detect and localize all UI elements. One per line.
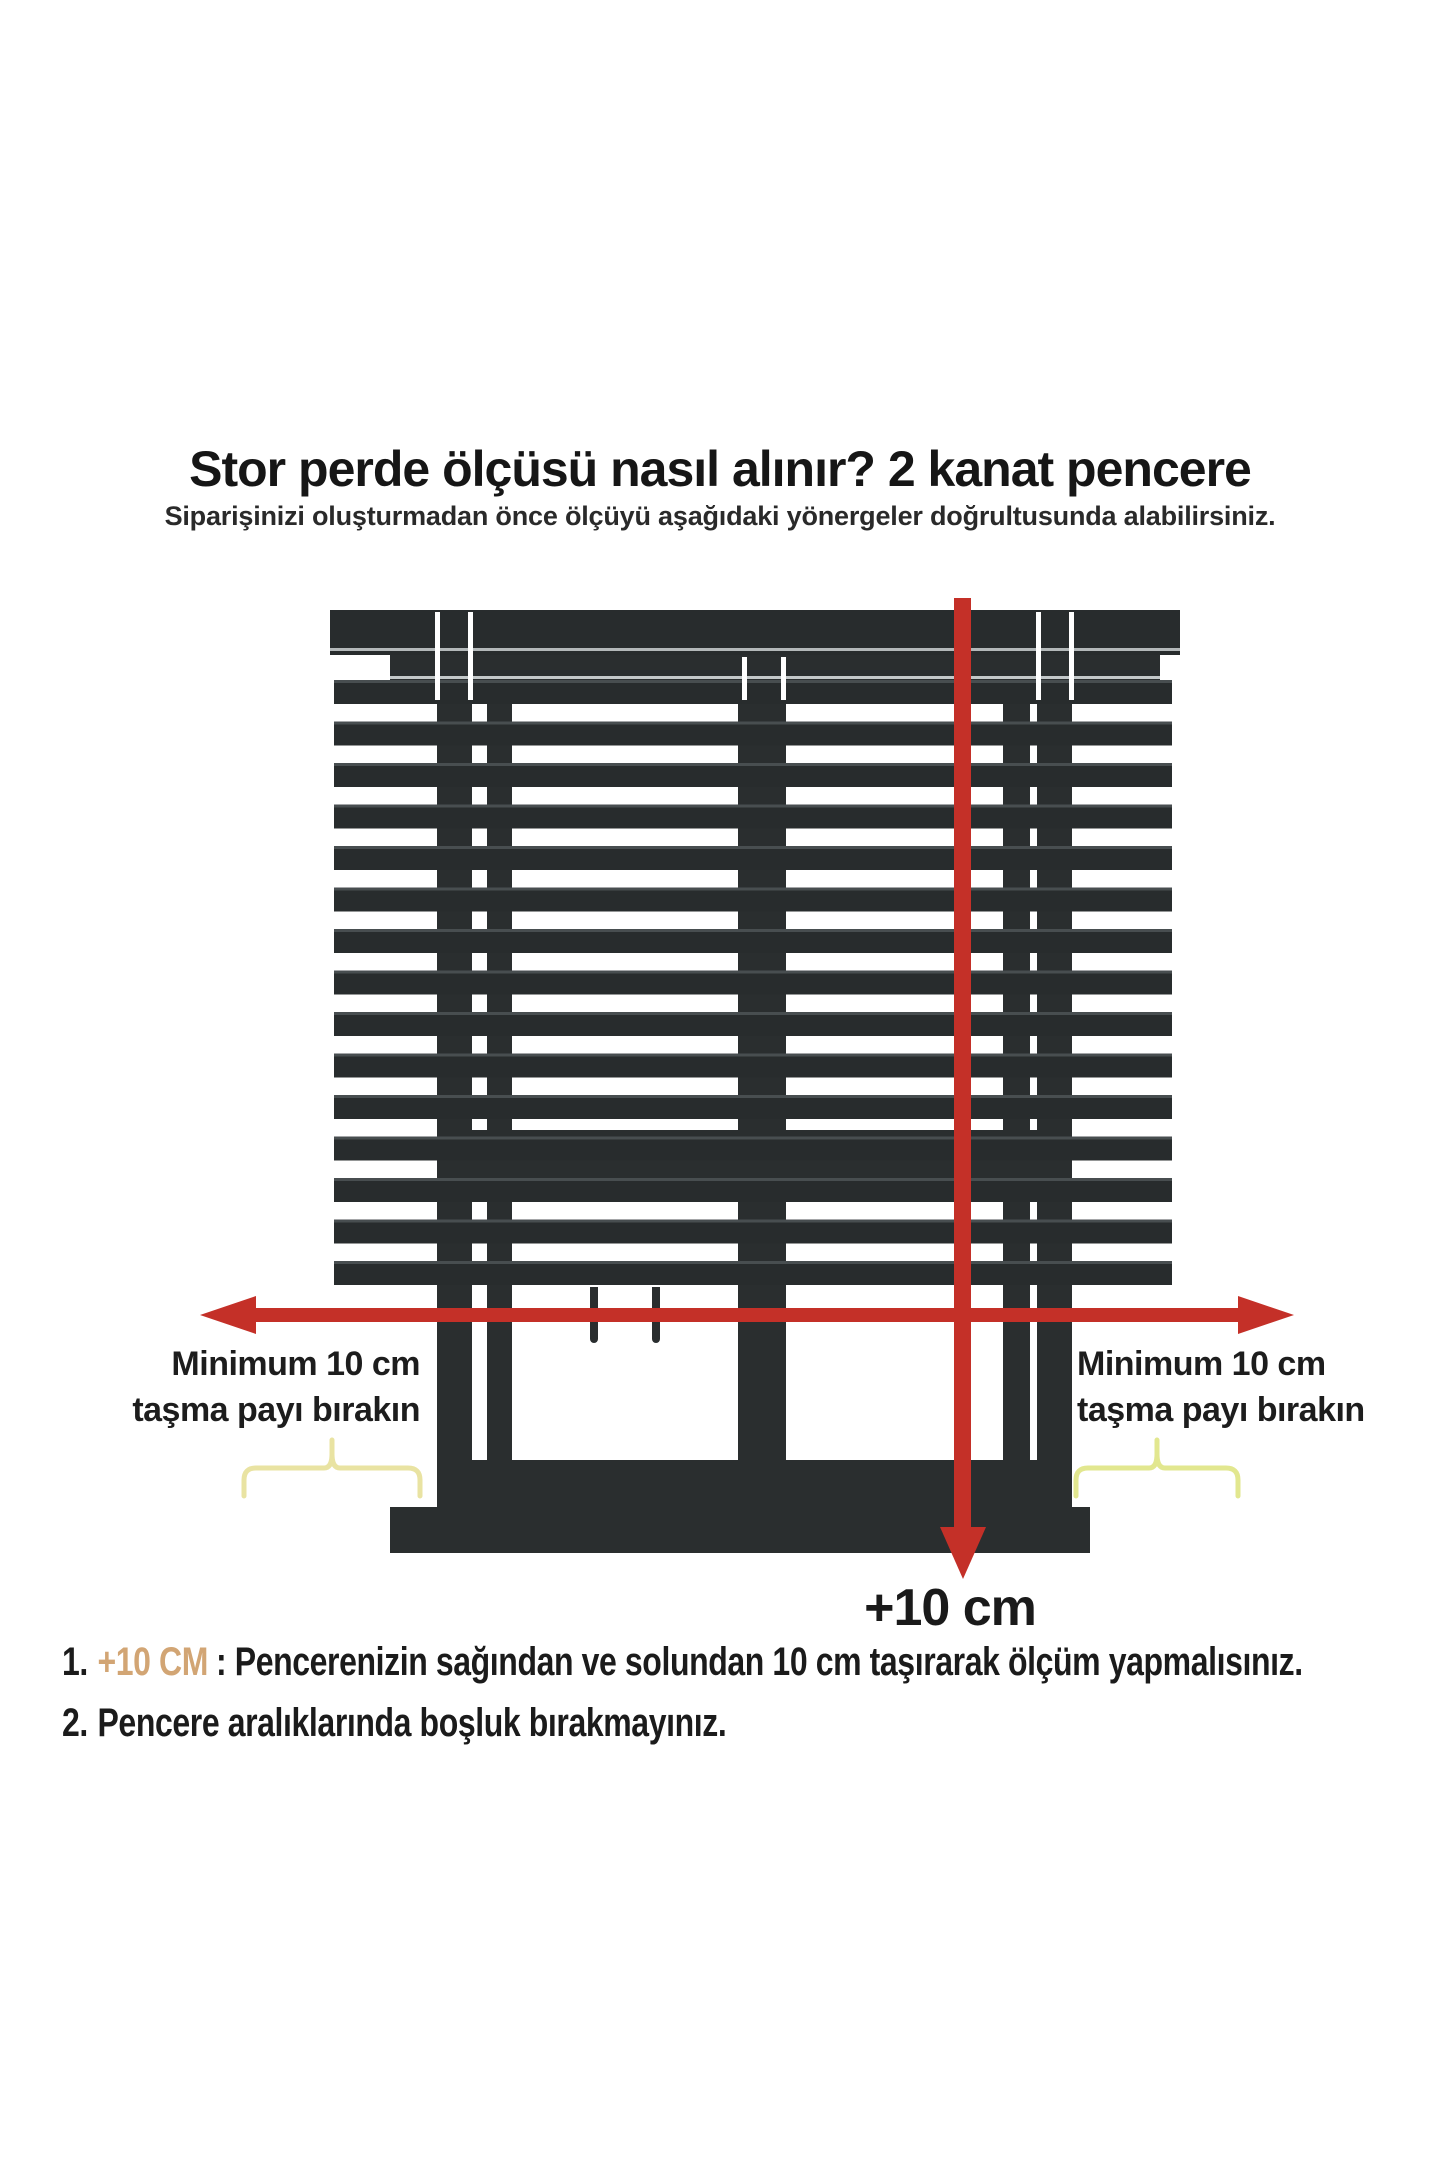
frame-outline-notch [435,612,440,700]
frame-outline-notch [468,612,473,700]
frame-outline-notch [742,657,747,700]
instruction-1-number: 1. [62,1640,88,1684]
cassette-seam [330,648,1180,651]
frame-outline-notch [1069,612,1074,700]
instruction-item-2 [62,1701,1164,1746]
width-measure-arrow [248,1308,1240,1322]
left-overhang-bracket-icon [240,1428,424,1500]
instruction-1-text: : Pencerenizin sağından ve solundan 10 cm taşırarak ölçüm yapmalısınız. [216,1640,1303,1684]
page-title: Stor perde ölçüsü nasıl alınır? 2 kanat pencere [189,441,1251,497]
blind-cassette [330,610,1180,655]
instruction-1-highlight: +10 CM [97,1640,209,1684]
frame-outline-notch [1036,612,1041,700]
right-overhang-bracket-icon [1072,1428,1242,1500]
left-overhang-note-line2: taşma payı bırakın [132,1391,420,1429]
arrow-left-icon [200,1296,256,1334]
instruction-2-number: 2. [62,1701,88,1745]
sash-bottom-rail [437,1460,1072,1507]
height-arrow-label: +10 cm [864,1579,1036,1637]
top-rail-seam [390,676,1160,679]
frame-outline-notch [781,657,786,700]
right-overhang-note [1077,1341,1365,1433]
page-subtitle: Siparişinizi oluşturmadan önce ölçüyü aşağıdaki yönergeler doğrultusunda alabilirsiniz. [164,501,1276,531]
left-overhang-note [132,1341,420,1433]
right-overhang-note-line2: taşma payı bırakın [1077,1391,1365,1429]
blind-slats [334,680,1172,1285]
height-measure-arrow [954,598,971,1528]
instruction-2-text: Pencere aralıklarında boşluk bırakmayınız. [97,1701,727,1745]
instruction-item-1 [62,1640,1303,1685]
right-overhang-note-line1: Minimum 10 cm [1077,1345,1326,1383]
arrow-right-icon [1238,1296,1294,1334]
arrow-down-icon [940,1527,986,1579]
left-overhang-note-line1: Minimum 10 cm [171,1345,420,1383]
instruction-list [62,1640,1440,1762]
